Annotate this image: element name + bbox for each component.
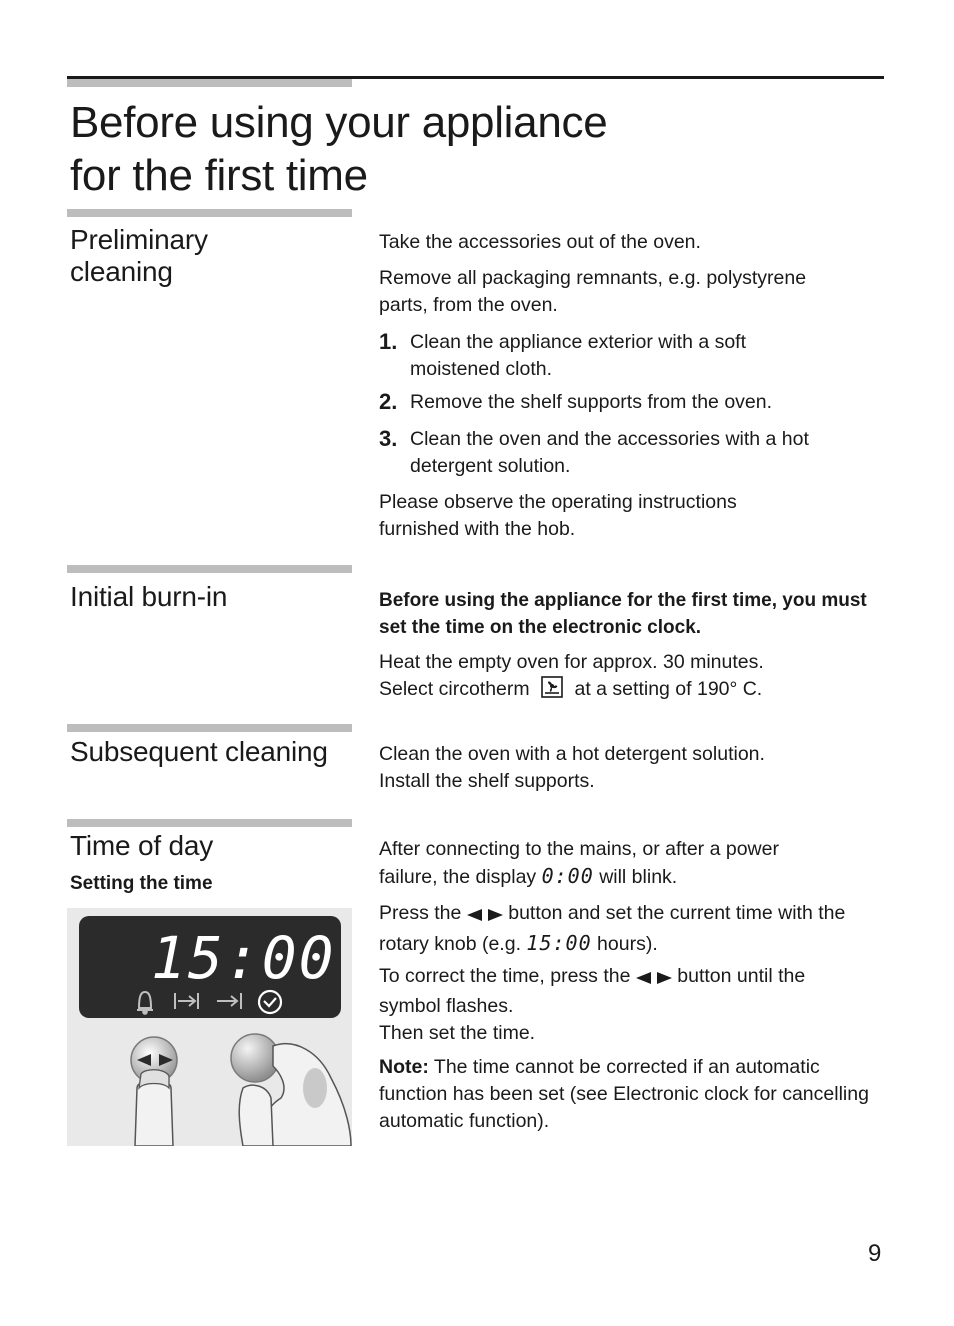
section-rule [67, 819, 352, 827]
paragraph-line: Then set the time. [379, 1022, 536, 1044]
clock-setting-illustration [67, 908, 352, 1146]
text-run: Select circotherm [379, 678, 530, 700]
paragraph-line [379, 676, 879, 706]
subsequent-cleaning-para [379, 741, 879, 795]
title-rule-black-left [67, 76, 352, 79]
step-text: Clean the oven and the accessories with a hot detergent solution. [410, 428, 809, 477]
display-value: 15:00 [526, 931, 592, 955]
time-para-3 [379, 963, 879, 1047]
note-label: Note: [379, 1056, 429, 1078]
note-paragraph [379, 1054, 874, 1135]
paragraph: Before using the appliance for the first time, you must set the time on the electronic clock. [379, 590, 867, 638]
time-para-2 [379, 900, 869, 958]
paragraph-line [379, 963, 879, 993]
circotherm-fan-icon [541, 676, 563, 706]
step-number: 2. [379, 389, 398, 414]
text-run: hours). [597, 933, 658, 955]
step-number: 3. [379, 426, 398, 451]
section-rule [67, 724, 352, 732]
step-3 [379, 426, 869, 480]
section-heading-initial-burn-in: Initial burn-in [70, 581, 228, 612]
paragraph-line: After connecting to the mains, or after a power [379, 838, 779, 860]
step-1 [379, 329, 799, 383]
duration-icon [175, 993, 198, 1009]
time-para-1 [379, 836, 879, 891]
finger-left [135, 1081, 173, 1147]
arrow-left-right-icon [467, 903, 503, 930]
hand-pressing-buttons [67, 1028, 352, 1146]
display-icons [131, 988, 291, 1016]
text-run: button until the [677, 965, 806, 987]
text-run: will blink. [599, 866, 678, 888]
arrow-left-right-icon [636, 966, 672, 993]
section-heading-time-of-day: Time of day [70, 830, 214, 861]
clock-icon [259, 991, 281, 1013]
title-rule-grey [67, 79, 352, 87]
display-digits: 15:00 [151, 924, 336, 992]
burn-in-bold-para [379, 587, 879, 641]
step-text: Remove the shelf supports from the oven. [410, 391, 773, 413]
note-text: The time cannot be corrected if an automatic function has been set (see Electronic clock for cancelling automatic function). [379, 1056, 869, 1132]
section-rule [67, 565, 352, 573]
text-run: Press the [379, 902, 462, 924]
preliminary-para-3 [379, 489, 799, 543]
heading-line: cleaning [70, 256, 173, 287]
control-panel-display [79, 916, 341, 1018]
end-time-icon [217, 993, 241, 1009]
text-run: To correct the time, press the [379, 965, 631, 987]
paragraph: Please observe the operating instructions furnished with the hob. [379, 491, 737, 540]
preliminary-para-1 [379, 229, 879, 256]
section-heading-subsequent-cleaning: Subsequent cleaning [70, 736, 328, 767]
page-title [70, 96, 790, 202]
step-text: Clean the appliance exterior with a soft moistened cloth. [410, 331, 747, 380]
paragraph [379, 900, 869, 958]
time-note [379, 1054, 874, 1135]
rotary-knob[interactable] [231, 1034, 279, 1082]
preliminary-para-2 [379, 265, 859, 319]
paragraph-line: Clean the oven with a hot detergent solution. [379, 743, 765, 765]
text-run: at a setting of 190° C. [574, 678, 763, 700]
step-2 [379, 389, 879, 416]
heading-line: Preliminary [70, 224, 208, 255]
text-run: button and set the current time with the rotary knob (e.g. [379, 902, 846, 955]
paragraph-line [379, 863, 879, 891]
display-value: 0:00 [541, 864, 594, 888]
page-title-line-2: for the first time [70, 151, 368, 200]
step-number: 1. [379, 329, 398, 354]
paragraph-line: symbol flashes. [379, 995, 514, 1017]
section-rule [67, 209, 352, 217]
title-rule-black [352, 76, 884, 79]
paragraph-line: Heat the empty oven for approx. 30 minutes. [379, 651, 764, 673]
burn-in-para [379, 649, 879, 706]
bell-icon [137, 992, 153, 1014]
paragraph: Take the accessories out of the oven. [379, 231, 701, 253]
page-title-line-1: Before using your appliance [70, 98, 608, 147]
text-run: failure, the display [379, 866, 537, 888]
page-number: 9 [868, 1240, 882, 1267]
section-heading-preliminary-cleaning [70, 224, 208, 288]
thumb-right [239, 1085, 273, 1146]
paragraph-line: Install the shelf supports. [379, 770, 595, 792]
subheading-setting-the-time: Setting the time [70, 873, 213, 894]
paragraph: Remove all packaging remnants, e.g. polystyrene parts, from the oven. [379, 267, 807, 316]
